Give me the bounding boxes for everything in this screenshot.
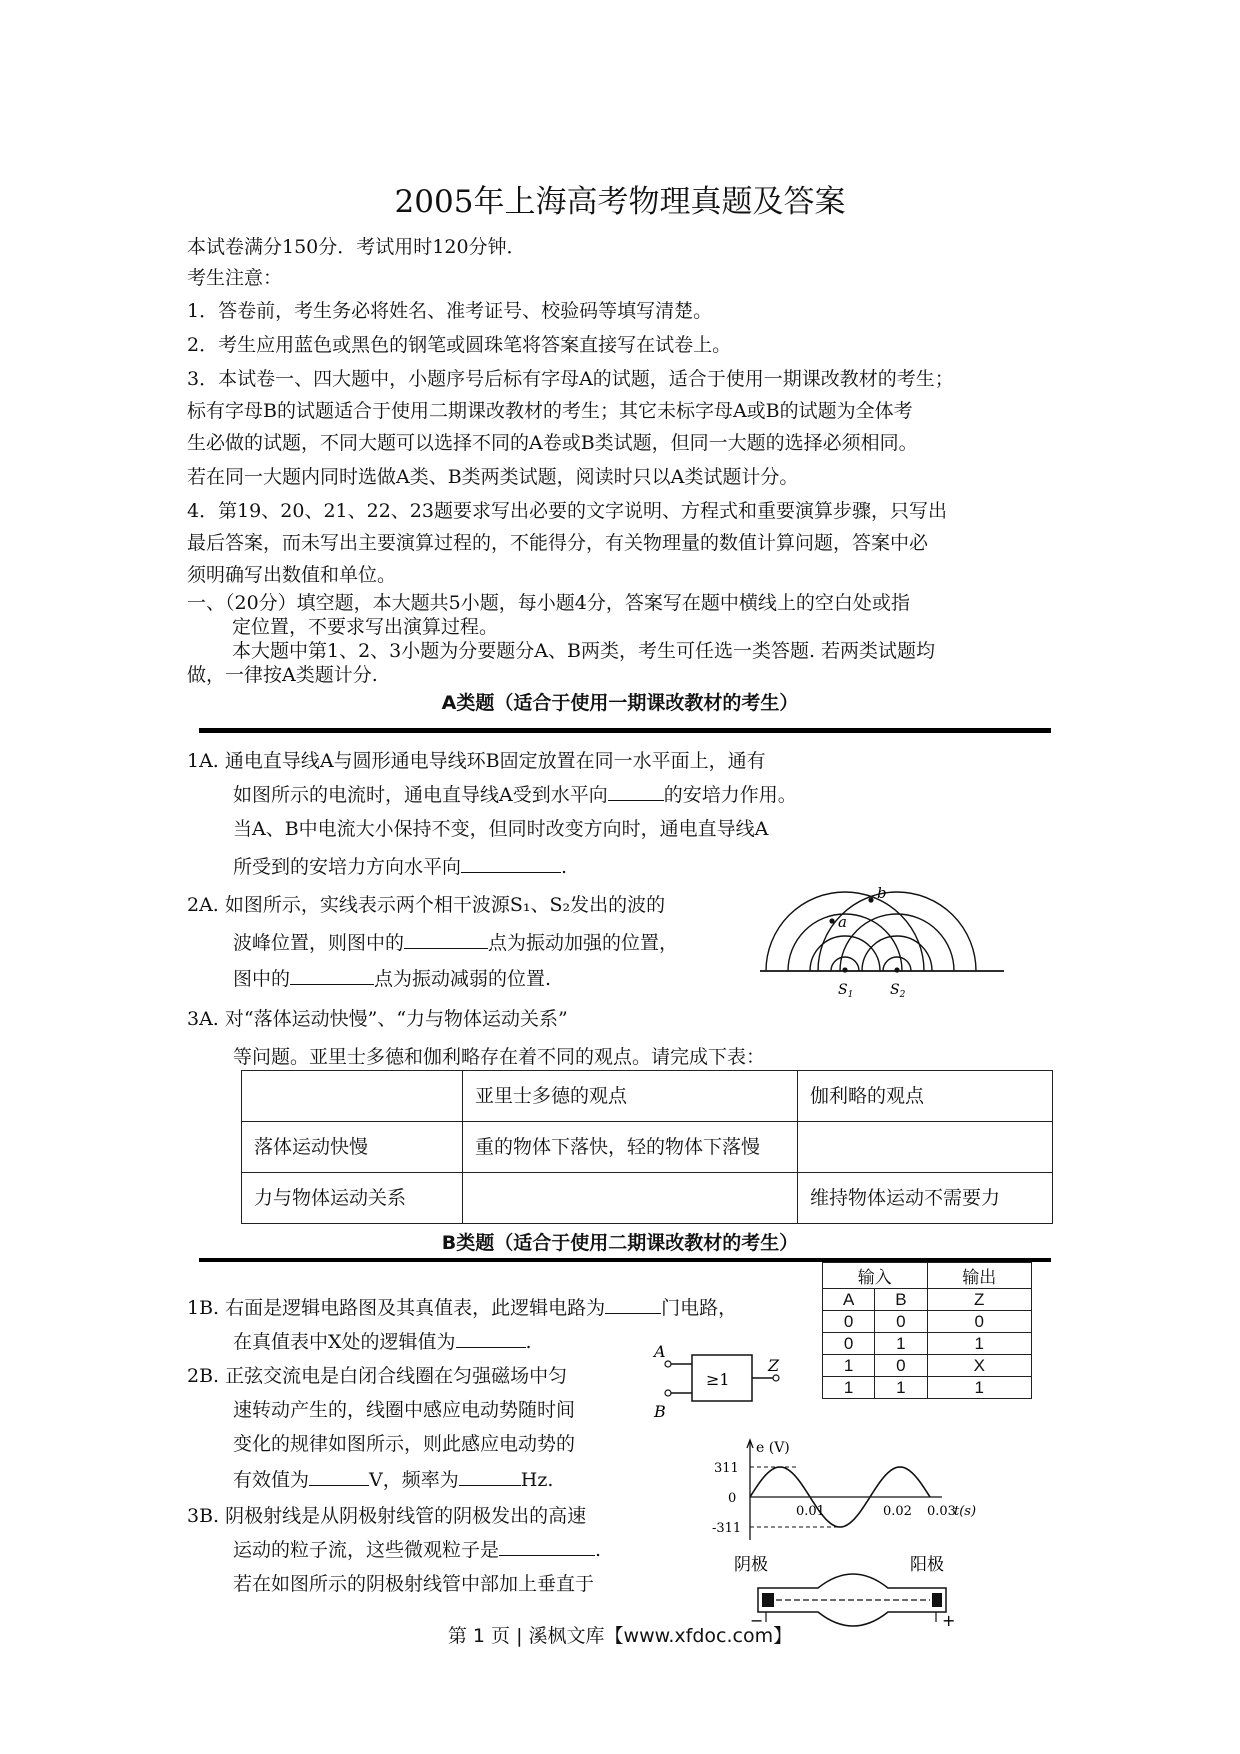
sine-y-axis-label: e (V) xyxy=(756,1440,790,1456)
intro-line-2: 考生注意： xyxy=(187,267,283,289)
q2b-blank-1[interactable] xyxy=(309,1467,369,1486)
q3b-blank-1[interactable] xyxy=(499,1537,595,1556)
table-cell xyxy=(242,1071,463,1122)
table-row: 1 1 1 xyxy=(823,1377,1032,1399)
q2b-line-4: 有效值为 V，频率为 Hz. xyxy=(233,1469,554,1491)
table-row xyxy=(242,1071,1053,1122)
intro-line-3: 1．答卷前，考生务必将姓名、准考证号、校验码等填写清楚。 xyxy=(187,300,713,322)
table-cell: 力与物体运动关系 xyxy=(242,1173,463,1224)
sine-ymin-label: -311 xyxy=(712,1521,742,1536)
q2a-line-3: 图中的 点为振动减弱的位置. xyxy=(233,968,552,990)
q2a-blank-2[interactable] xyxy=(290,966,374,985)
section-a-heading: A类题（适合于使用一期课改教材的考生） xyxy=(441,692,799,714)
gate-output-z-label: Z xyxy=(768,1356,780,1375)
table-cell: 亚里士多德的观点 xyxy=(463,1071,798,1122)
intro-line-4: 2．考生应用蓝色或黑色的钢笔或圆珠笔将答案直接写在试卷上。 xyxy=(187,334,732,356)
section-b-heading: B类题（适合于使用二期课改教材的考生） xyxy=(441,1232,799,1254)
intro-line-11: 须明确写出数值和单位。 xyxy=(187,564,397,586)
comparison-table xyxy=(241,1070,1053,1224)
sine-x-axis-label: t(s) xyxy=(954,1504,977,1519)
table-cell-blank[interactable] xyxy=(798,1122,1053,1173)
q1a-line-1: 1A. 通电直导线A与圆形通电导线环B固定放置在同一水平面上，通有 xyxy=(187,750,766,772)
cathode-label: 阴极 xyxy=(734,1555,768,1575)
sine-tick-2: 0.02 xyxy=(883,1504,912,1519)
cathode-ray-tube-figure xyxy=(718,1548,988,1628)
point-b-dot xyxy=(868,897,873,902)
s1-label: $S_1$ xyxy=(838,982,854,1000)
intro-line-8: 若在同一大题内同时选做A类、B类两类试题，阅读时只以A类试题计分。 xyxy=(187,466,799,488)
q3b-line-2: 运动的粒子流，这些微观粒子是 . xyxy=(233,1539,602,1561)
point-b-label: b xyxy=(877,884,887,902)
wave-interference-figure xyxy=(760,876,1012,1004)
q1a-line-3: 当A、B中电流大小保持不变，但同时改变方向时，通电直导线A xyxy=(233,818,769,840)
sine-wave-figure xyxy=(710,1436,980,1546)
sine-tick-3: 0.03 xyxy=(927,1504,956,1519)
intro-line-5: 3．本试卷一、四大题中，小题序号后标有字母A的试题，适合于使用一期课改教材的考生； xyxy=(187,368,954,390)
part1-line-2: 定位置，不要求写出演算过程。 xyxy=(232,616,499,638)
part1-line-4: 做，一律按A类题计分. xyxy=(187,664,378,686)
table-cell: B xyxy=(875,1289,927,1311)
gate-symbol: ≥1 xyxy=(706,1370,730,1389)
sine-tick-1: 0.01 xyxy=(796,1504,825,1519)
part1-line-3: 本大题中第1、2、3小题为分要题分A、B两类，考生可任选一类答题. 若两类试题均 xyxy=(232,640,936,662)
table-cell: 重的物体下落快，轻的物体下落慢 xyxy=(463,1122,798,1173)
table-cell-blank[interactable] xyxy=(463,1173,798,1224)
table-row: 0 1 1 xyxy=(823,1333,1032,1355)
q1a-blank-1[interactable] xyxy=(608,782,664,801)
intro-line-9: 4．第19、20、21、22、23题要求写出必要的文字说明、方程式和重要演算步骤，只写出 xyxy=(187,500,947,522)
gate-input-a-label: A xyxy=(654,1342,666,1361)
q3b-line-1: 3B. 阴极射线是从阴极射线管的阴极发出的高速 xyxy=(187,1505,587,1527)
table-row xyxy=(823,1263,1032,1289)
table-cell: A xyxy=(823,1289,875,1311)
truth-table xyxy=(822,1262,1032,1399)
q2a-line-2: 波峰位置，则图中的 点为振动加强的位置， xyxy=(233,932,679,954)
truth-output-header: 输出 xyxy=(927,1263,1032,1289)
truth-input-header: 输入 xyxy=(823,1263,928,1289)
q1b-line-1: 1B. 右面是逻辑电路图及其真值表，此逻辑电路为 门电路， xyxy=(187,1297,738,1319)
point-a-dot xyxy=(829,918,834,923)
gate-input-b-label: B xyxy=(654,1402,666,1421)
table-cell: 维持物体运动不需要力 xyxy=(798,1173,1053,1224)
table-cell: 落体运动快慢 xyxy=(242,1122,463,1173)
table-cell: 伽利略的观点 xyxy=(798,1071,1053,1122)
sine-ymax-label: 311 xyxy=(714,1461,739,1476)
q1b-line-2: 在真值表中X处的逻辑值为 . xyxy=(233,1331,532,1353)
q2b-line-2: 速转动产生的，线圈中感应电动势随时间 xyxy=(233,1399,576,1421)
logic-gate-figure xyxy=(650,1335,810,1425)
point-a-label: a xyxy=(838,913,847,931)
anode-plus-sign: + xyxy=(942,1611,956,1628)
page-title: 2005年上海高考物理真题及答案 xyxy=(394,184,846,220)
table-row: 1 0 X xyxy=(823,1355,1032,1377)
table-row: 0 0 0 xyxy=(823,1311,1032,1333)
table-row xyxy=(242,1173,1053,1224)
part1-line-1: 一、（20分）填空题，本大题共5小题，每小题4分，答案写在题中横线上的空白处或指 xyxy=(187,592,910,614)
q2a-line-1: 2A. 如图所示，实线表示两个相干波源S₁、S₂发出的波的 xyxy=(187,894,666,916)
intro-line-6: 标有字母B的试题适合于使用二期课改教材的考生；其它未标字母A或B的试题为全体考 xyxy=(187,400,913,422)
q2a-blank-1[interactable] xyxy=(404,930,488,949)
table-row xyxy=(242,1122,1053,1173)
q1b-blank-1[interactable] xyxy=(605,1295,661,1314)
q2b-blank-2[interactable] xyxy=(459,1467,521,1486)
anode-plate xyxy=(932,1593,942,1607)
sine-zero-label: 0 xyxy=(728,1491,737,1506)
cathode-plate xyxy=(762,1593,774,1607)
intro-line-10: 最后答案，而未写出主要演算过程的，不能得分，有关物理量的数值计算问题，答案中必 xyxy=(187,532,929,554)
intro-line-1: 本试卷满分150分．考试用时120分钟． xyxy=(187,236,526,258)
section-a-rule xyxy=(199,728,1051,733)
page-footer: 第 1 页 | 溪枫文库【www.xfdoc.com】 xyxy=(447,1625,793,1647)
q1b-blank-2[interactable] xyxy=(456,1329,526,1348)
source-s1-dot xyxy=(842,967,847,972)
q1a-line-2: 如图所示的电流时，通电直导线A受到水平向 的安培力作用。 xyxy=(233,784,797,806)
q1a-line-4: 所受到的安培力方向水平向 . xyxy=(233,856,568,878)
q3a-line-2: 等问题。亚里士多德和伽利略存在着不同的观点。请完成下表： xyxy=(233,1046,766,1068)
table-row xyxy=(823,1289,1032,1311)
q3b-line-3: 若在如图所示的阴极射线管中部加上垂直于 xyxy=(233,1573,595,1595)
s2-label: $S_2$ xyxy=(890,982,906,1000)
anode-label: 阳极 xyxy=(910,1555,944,1575)
q1a-blank-2[interactable] xyxy=(461,854,561,873)
source-s2-dot xyxy=(894,967,899,972)
q3a-line-1: 3A. 对“落体运动快慢”、“力与物体运动关系” xyxy=(187,1008,568,1030)
intro-line-7: 生必做的试题，不同大题可以选择不同的A卷或B类试题，但同一大题的选择必须相同。 xyxy=(187,432,918,454)
q2b-line-1: 2B. 正弦交流电是白闭合线圈在匀强磁场中匀 xyxy=(187,1365,568,1387)
table-cell: Z xyxy=(927,1289,1032,1311)
cathode-minus-sign: − xyxy=(750,1611,764,1628)
q2b-line-3: 变化的规律如图所示，则此感应电动势的 xyxy=(233,1433,576,1455)
